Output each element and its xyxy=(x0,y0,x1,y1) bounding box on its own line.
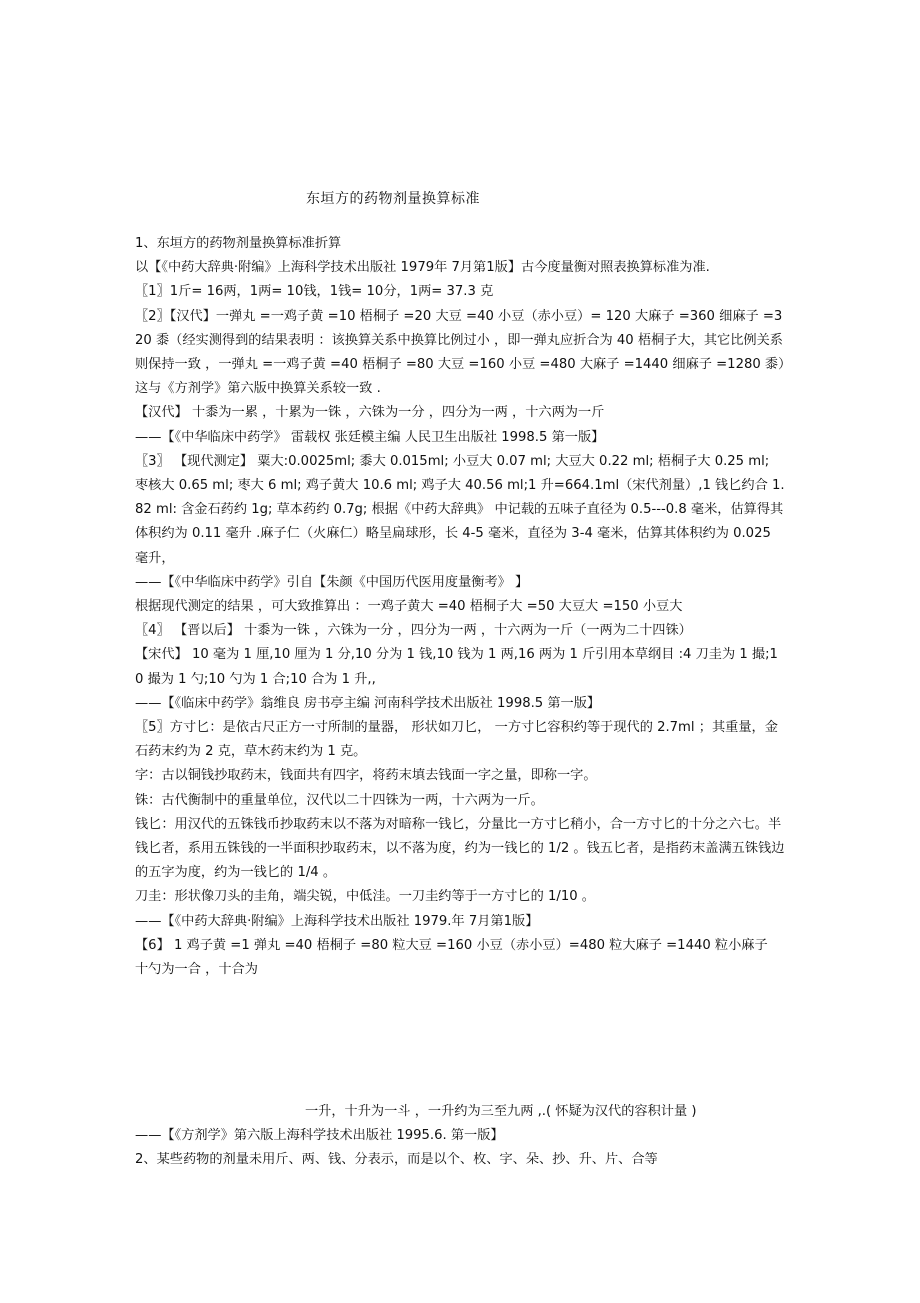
paragraph: 刀圭：形状像刀头的圭角，端尖锐，中低洼。一刀圭约等于一方寸匕的 1/10 。 xyxy=(135,889,595,905)
paragraph: 〖2〗【汉代】一弹丸 =一鸡子黄 =10 梧桐子 =20 大豆 =40 小豆（赤小豆）= 120 大麻子 =360 细麻子 =320 黍（经实测得到的结果表明 ：该换算关系中换算比例过小 ，即一弹丸应折合为 40 梧桐子大，其它比例关系则保持一致 ，一弹丸 =一鸡子黄 =40 梧桐子 =80 大豆 =160 小豆 =480 大麻子 =1440 细麻子 =1280 黍）这与《方剂学》第六版中换算关系较一致 . xyxy=(135,308,785,397)
citation: ——【《临床中药学》翁维良 房书亭主编 河南科学技术出版社 1998.5 第一版】 xyxy=(135,695,601,711)
paragraph: 十勺为一合 ，十合为 xyxy=(135,962,258,978)
paragraph: 一升，十升为一斗 ，一升约为三至九两 ,.( 怀疑为汉代的容积计量 ) xyxy=(305,1104,697,1119)
paragraph: 1、东垣方的药物剂量换算标准折算 xyxy=(135,236,342,251)
paragraph: 【6】 1 鸡子黄 =1 弹丸 =40 梧桐子 =80 粒大豆 =160 小豆（赤小豆）=480 粒大麻子 =1440 粒小麻子 xyxy=(135,937,768,953)
paragraph: 〖5〗方寸匕：是依古尺正方一寸所制的量器， 形状如刀匕， 一方寸匕容积约等于现代的 2.7ml ；其重量，金石药末约为 2 克，草木药末约为 1 克。 xyxy=(135,720,778,760)
paragraph: 钱匕：用汉代的五铢钱币抄取药末以不落为对暗称一钱匕，分量比一方寸匕稍小，合一方寸匕的十分之六七。半钱匕者，系用五铢钱的一半面积抄取药末，以不落为度，约为一钱匕的 1/2 。钱五匕者，是指药末盖满五铢钱边的五字为度，约为一钱匕的 1/4 。 xyxy=(135,816,785,881)
citation: ——【《中华临床中药学》引自【朱颜《中国历代医用度量衡考》 】 xyxy=(135,574,529,590)
paragraph: 【宋代】 10 毫为 1 厘,10 厘为 1 分,10 分为 1 钱,10 钱为 1 两,16 两为 1 斤引用本草纲目 :4 刀圭为 1 撮;10 撮为 1 勺;10 勺为 1 合;10 合为 1 升,, xyxy=(135,647,778,687)
paragraph: 字：古以铜钱抄取药末，钱面共有四字，将药末填去钱面一字之量，即称一字。 xyxy=(135,768,597,784)
paragraph: 〖1〗1斤= 16两，1两= 10钱，1钱= 10分，1两= 37.3 克 xyxy=(135,284,494,300)
paragraph: 铢：古代衡制中的重量单位，汉代以二十四铢为一两，十六两为一斤。 xyxy=(135,792,544,808)
page-title: 东垣方的药物剂量换算标准 xyxy=(306,191,480,207)
paragraph: 〖3〗 【现代测定】 粟大:0.0025ml; 黍大 0.015ml; 小豆大 0.07 ml; 大豆大 0.22 ml; 梧桐子大 0.25 ml; 枣核大 0.65 ml; 枣大 6 ml; 鸡子黄大 10.6 ml; 鸡子大 40.56 ml;1 升=664.1ml（宋代剂量）,1 钱匕约合 1.82 ml: 含金石药约 1g; 草本药约 0.7g; 根据《中药大辞典》 中记载的五味子直径为 0.5---0.8 毫米，估算得其体积约为 0.11 毫升 .麻子仁（火麻仁）略呈扁球形，长 4-5 毫米，直径为 3-4 毫米，估算其体积约为 0.025 毫升， xyxy=(135,453,785,566)
paragraph: 【汉代】 十黍为一累 ，十累为一铢 ，六铢为一分 ，四分为一两 ，十六两为一斤 xyxy=(135,405,605,421)
paragraph: 2、某些药物的剂量未用斤、两、钱、分表示，而是以个、枚、字、朵、抄、升、片、合等 xyxy=(135,1152,658,1168)
document-body xyxy=(135,232,785,982)
citation: ——【《中华临床中药学》 雷载权 张廷模主编 人民卫生出版社 1998.5 第一版】 xyxy=(135,429,605,445)
document-continuation xyxy=(135,1100,785,1173)
paragraph: 以【《中药大辞典·附编》上海科学技术出版社 1979年 7月第1版】古今度量衡对照表换算标准为准. xyxy=(135,260,710,276)
citation: ——【《中药大辞典·附编》上海科学技术出版社 1979.年 7月第1版】 xyxy=(135,913,539,929)
paragraph: 根据现代测定的结果 ，可大致推算出 ：一鸡子黄大 =40 梧桐子大 =50 大豆大 =150 小豆大 xyxy=(135,599,683,615)
citation: ——【《方剂学》第六版上海科学技术出版社 1995.6. 第一版】 xyxy=(135,1128,504,1144)
paragraph: 〖4〗 【晋以后】 十黍为一铢 ，六铢为一分 ，四分为一两 ，十六两为一斤（一两为二十四铢） xyxy=(135,623,692,639)
